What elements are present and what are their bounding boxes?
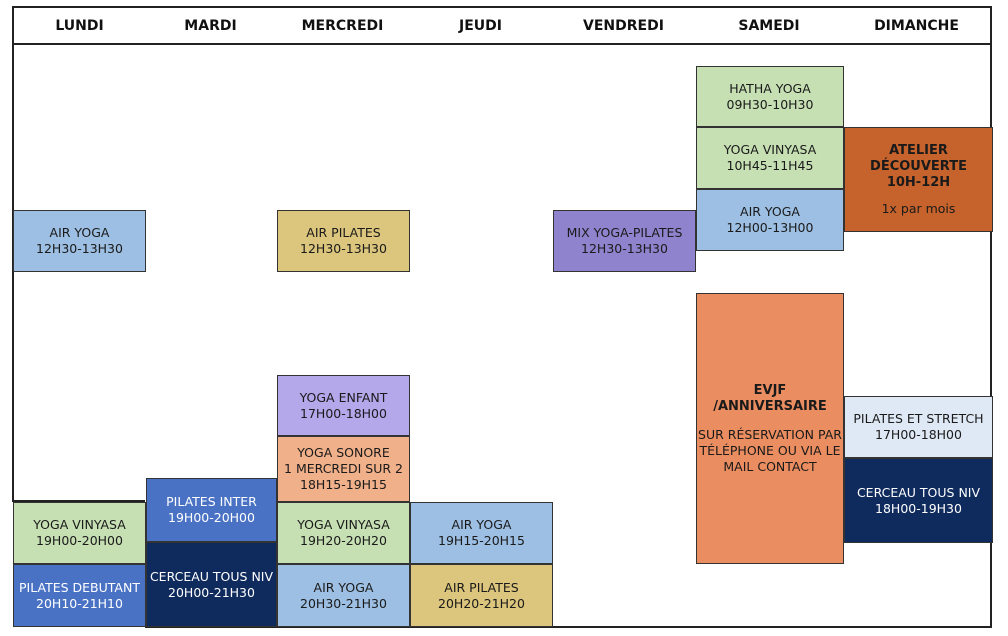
event-air-pilates[interactable]: AIR PILATES 12H30-13H30: [277, 210, 410, 272]
event-air-pilates[interactable]: AIR PILATES 20H20-21H20: [410, 564, 553, 627]
header-mardi: MARDI: [145, 6, 278, 45]
event-pilates-debutant[interactable]: PILATES DEBUTANT 20H10-21H10: [13, 564, 146, 627]
event-hatha-yoga[interactable]: HATHA YOGA 09H30-10H30: [696, 66, 844, 127]
event-evjf-anniversaire[interactable]: EVJF /ANNIVERSAIRE SUR RÉSERVATION PAR TÉLÉPHONE OU VIA LE MAIL CONTACT: [696, 293, 844, 564]
column-vendredi: [552, 45, 697, 628]
event-yoga-enfant[interactable]: YOGA ENFANT 17H00-18H00: [277, 375, 410, 436]
header-dimanche: DIMANCHE: [843, 6, 992, 45]
event-atelier-decouverte[interactable]: ATELIER DÉCOUVERTE 10H-12H 1x par mois: [844, 127, 993, 232]
header-mercredi: MERCREDI: [276, 6, 411, 45]
event-yoga-sonore[interactable]: YOGA SONORE 1 MERCREDI SUR 2 18H15-19H15: [277, 436, 410, 502]
event-yoga-vinyasa[interactable]: YOGA VINYASA 19H00-20H00: [13, 502, 146, 564]
header-vendredi: VENDREDI: [552, 6, 697, 45]
event-air-yoga[interactable]: AIR YOGA 12H30-13H30: [13, 210, 146, 272]
header-jeudi: JEUDI: [409, 6, 554, 45]
event-pilates-inter[interactable]: PILATES INTER 19H00-20H00: [146, 478, 277, 542]
event-yoga-vinyasa[interactable]: YOGA VINYASA 19H20-20H20: [277, 502, 410, 564]
event-mix-yoga-pilates[interactable]: MIX YOGA-PILATES 12H30-13H30: [553, 210, 696, 272]
header-samedi: SAMEDI: [695, 6, 845, 45]
event-air-yoga[interactable]: AIR YOGA 19H15-20H15: [410, 502, 553, 564]
event-air-yoga[interactable]: AIR YOGA 20H30-21H30: [277, 564, 410, 627]
event-yoga-vinyasa[interactable]: YOGA VINYASA 10H45-11H45: [696, 127, 844, 189]
event-cerceau-tous-niv[interactable]: CERCEAU TOUS NIV 18H00-19H30: [844, 458, 993, 543]
event-cerceau-tous-niv[interactable]: CERCEAU TOUS NIV 20H00-21H30: [146, 542, 277, 627]
column-lundi: [12, 45, 147, 502]
header-lundi: LUNDI: [12, 6, 147, 45]
event-air-yoga[interactable]: AIR YOGA 12H00-13H00: [696, 189, 844, 251]
event-pilates-et-stretch[interactable]: PILATES ET STRETCH 17H00-18H00: [844, 396, 993, 458]
